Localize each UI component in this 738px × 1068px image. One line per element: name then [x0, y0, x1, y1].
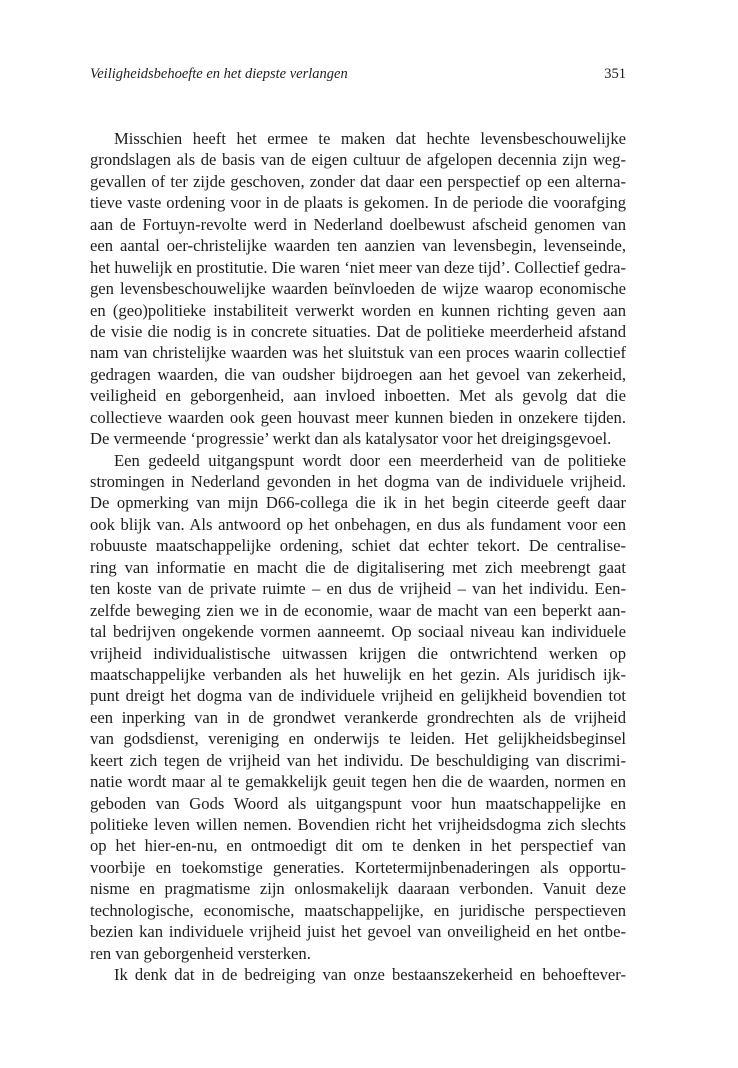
page-number: 351: [604, 66, 626, 82]
text-line: een aantal oer-christelijke waarden ten aanzien van levensbegin, levenseinde,: [90, 236, 626, 256]
text-line: ring van informatie en macht die de digitalisering met zich meebrengt gaat: [90, 557, 626, 577]
text-line: maatschappelijke verbanden als het huwelijk en het gezin. Als juridisch ijk-: [90, 664, 626, 684]
text-line: stromingen in Nederland gevonden in het dogma van de individuele vrijheid.: [90, 472, 626, 491]
text-line: op het hier-en-nu, en ontmoedigt dit om te denken in het perspectief van: [90, 836, 626, 856]
body-text: [90, 128, 626, 986]
text-line: collectieve waarden ook geen houvast meer kunnen bieden in onzekere tijden.: [90, 407, 626, 427]
text-line: natie wordt maar al te gemakkelijk geuit tegen hen die de waarden, normen en: [90, 772, 626, 792]
text-line: een inperking van in de grondwet verankerde grondrechten als de vrijheid: [90, 707, 626, 727]
text-line: nam van christelijke waarden was het sluitstuk van een proces waarin collectief: [90, 343, 626, 363]
text-line: het huwelijk en prostitutie. Die waren ‘niet meer van deze tijd’. Collectief gedra-: [90, 257, 626, 277]
text-line: geboden van Gods Woord als uitgangspunt voor hun maatschappelijke en: [90, 793, 626, 813]
text-line: ook blijk van. Als antwoord op het onbehagen, en dus als fundament voor een: [90, 514, 626, 534]
paragraph-2: [90, 450, 626, 965]
text-line: Een gedeeld uitgangspunt wordt door een meerderheid van de politieke: [114, 450, 626, 470]
text-line: politieke leven willen nemen. Bovendien richt het vrijheidsdogma zich slechts: [90, 815, 626, 834]
text-line: Ik denk dat in de bedreiging van onze bestaanszekerheid en behoeftever-: [114, 965, 626, 985]
text-line: ten koste van de private ruimte – en dus de vrijheid – van het individu. Een-: [90, 579, 626, 599]
text-line: De vermeende ‘progressie’ werkt dan als katalysator voor het dreigingsgevoel.: [90, 429, 612, 449]
paragraph-1: [90, 128, 626, 450]
running-title: Veiligheidsbehoefte en het diepste verlangen: [90, 66, 348, 82]
text-line: gedragen waarden, die van oudsher bijdroegen aan het gevoel van zekerheid,: [90, 364, 626, 384]
text-line: punt dreigt het dogma van de individuele vrijheid en gelijkheid bovendien tot: [90, 686, 626, 706]
text-line: en (geo)politieke instabiliteit verwerkt worden en kunnen richting geven aan: [90, 300, 626, 320]
paragraph-3: [90, 964, 626, 985]
text-line: bezien kan individuele vrijheid juist het gevoel van onveiligheid en het ontbe-: [90, 922, 626, 942]
text-line: vrijheid individualistische uitwassen krijgen die ontwrichtend werken op: [90, 643, 626, 663]
text-line: zelfde beweging zien we in de economie, waar de macht van een beperkt aan-: [90, 600, 626, 620]
text-line: van godsdienst, vereniging en onderwijs te leiden. Het gelijkheidsbeginsel: [90, 729, 626, 749]
text-line: grondslagen als de basis van de eigen cultuur de afgelopen decennia zijn weg-: [90, 150, 626, 170]
text-line: de visie die nodig is in concrete situaties. Dat de politieke meerderheid afstand: [90, 321, 626, 341]
text-line: technologische, economische, maatschappelijke, en juridische perspectieven: [90, 900, 626, 920]
running-head: [90, 63, 626, 85]
text-line: veiligheid en geborgenheid, aan invloed inboetten. Met als gevolg dat die: [90, 386, 626, 406]
text-line: keert zich tegen de vrijheid van het individu. De beschuldiging van discrimi-: [90, 750, 626, 770]
text-line: voorbije en toekomstige generaties. Kortetermijnbenaderingen als opportu-: [90, 857, 626, 877]
text-line: robuuste maatschappelijke ordening, schiet dat echter tekort. De centralise-: [90, 536, 626, 556]
text-line: ren van geborgenheid versterken.: [90, 943, 311, 963]
text-line: Misschien heeft het ermee te maken dat hechte levensbeschouwelijke: [114, 129, 626, 148]
text-line: gen levensbeschouwelijke waarden beïnvloeden de wijze waarop economische: [90, 279, 626, 299]
text-line: gevallen of ter zijde geschoven, zonder dat daar een perspectief op een alterna-: [90, 171, 626, 191]
text-line: De opmerking van mijn D66-collega die ik in het begin citeerde geeft daar: [90, 493, 626, 513]
text-line: aan de Fortuyn-revolte werd in Nederland doelbewust afscheid genomen van: [90, 214, 626, 234]
text-line: tieve vaste ordening voor in de plaats is gekomen. In de periode die voorafging: [90, 193, 626, 213]
text-line: nisme en pragmatisme zijn onlosmakelijk daaraan verbonden. Vanuit deze: [90, 879, 626, 899]
text-line: tal bedrijven ongekende vormen aanneemt. Op sociaal niveau kan individuele: [90, 622, 626, 642]
